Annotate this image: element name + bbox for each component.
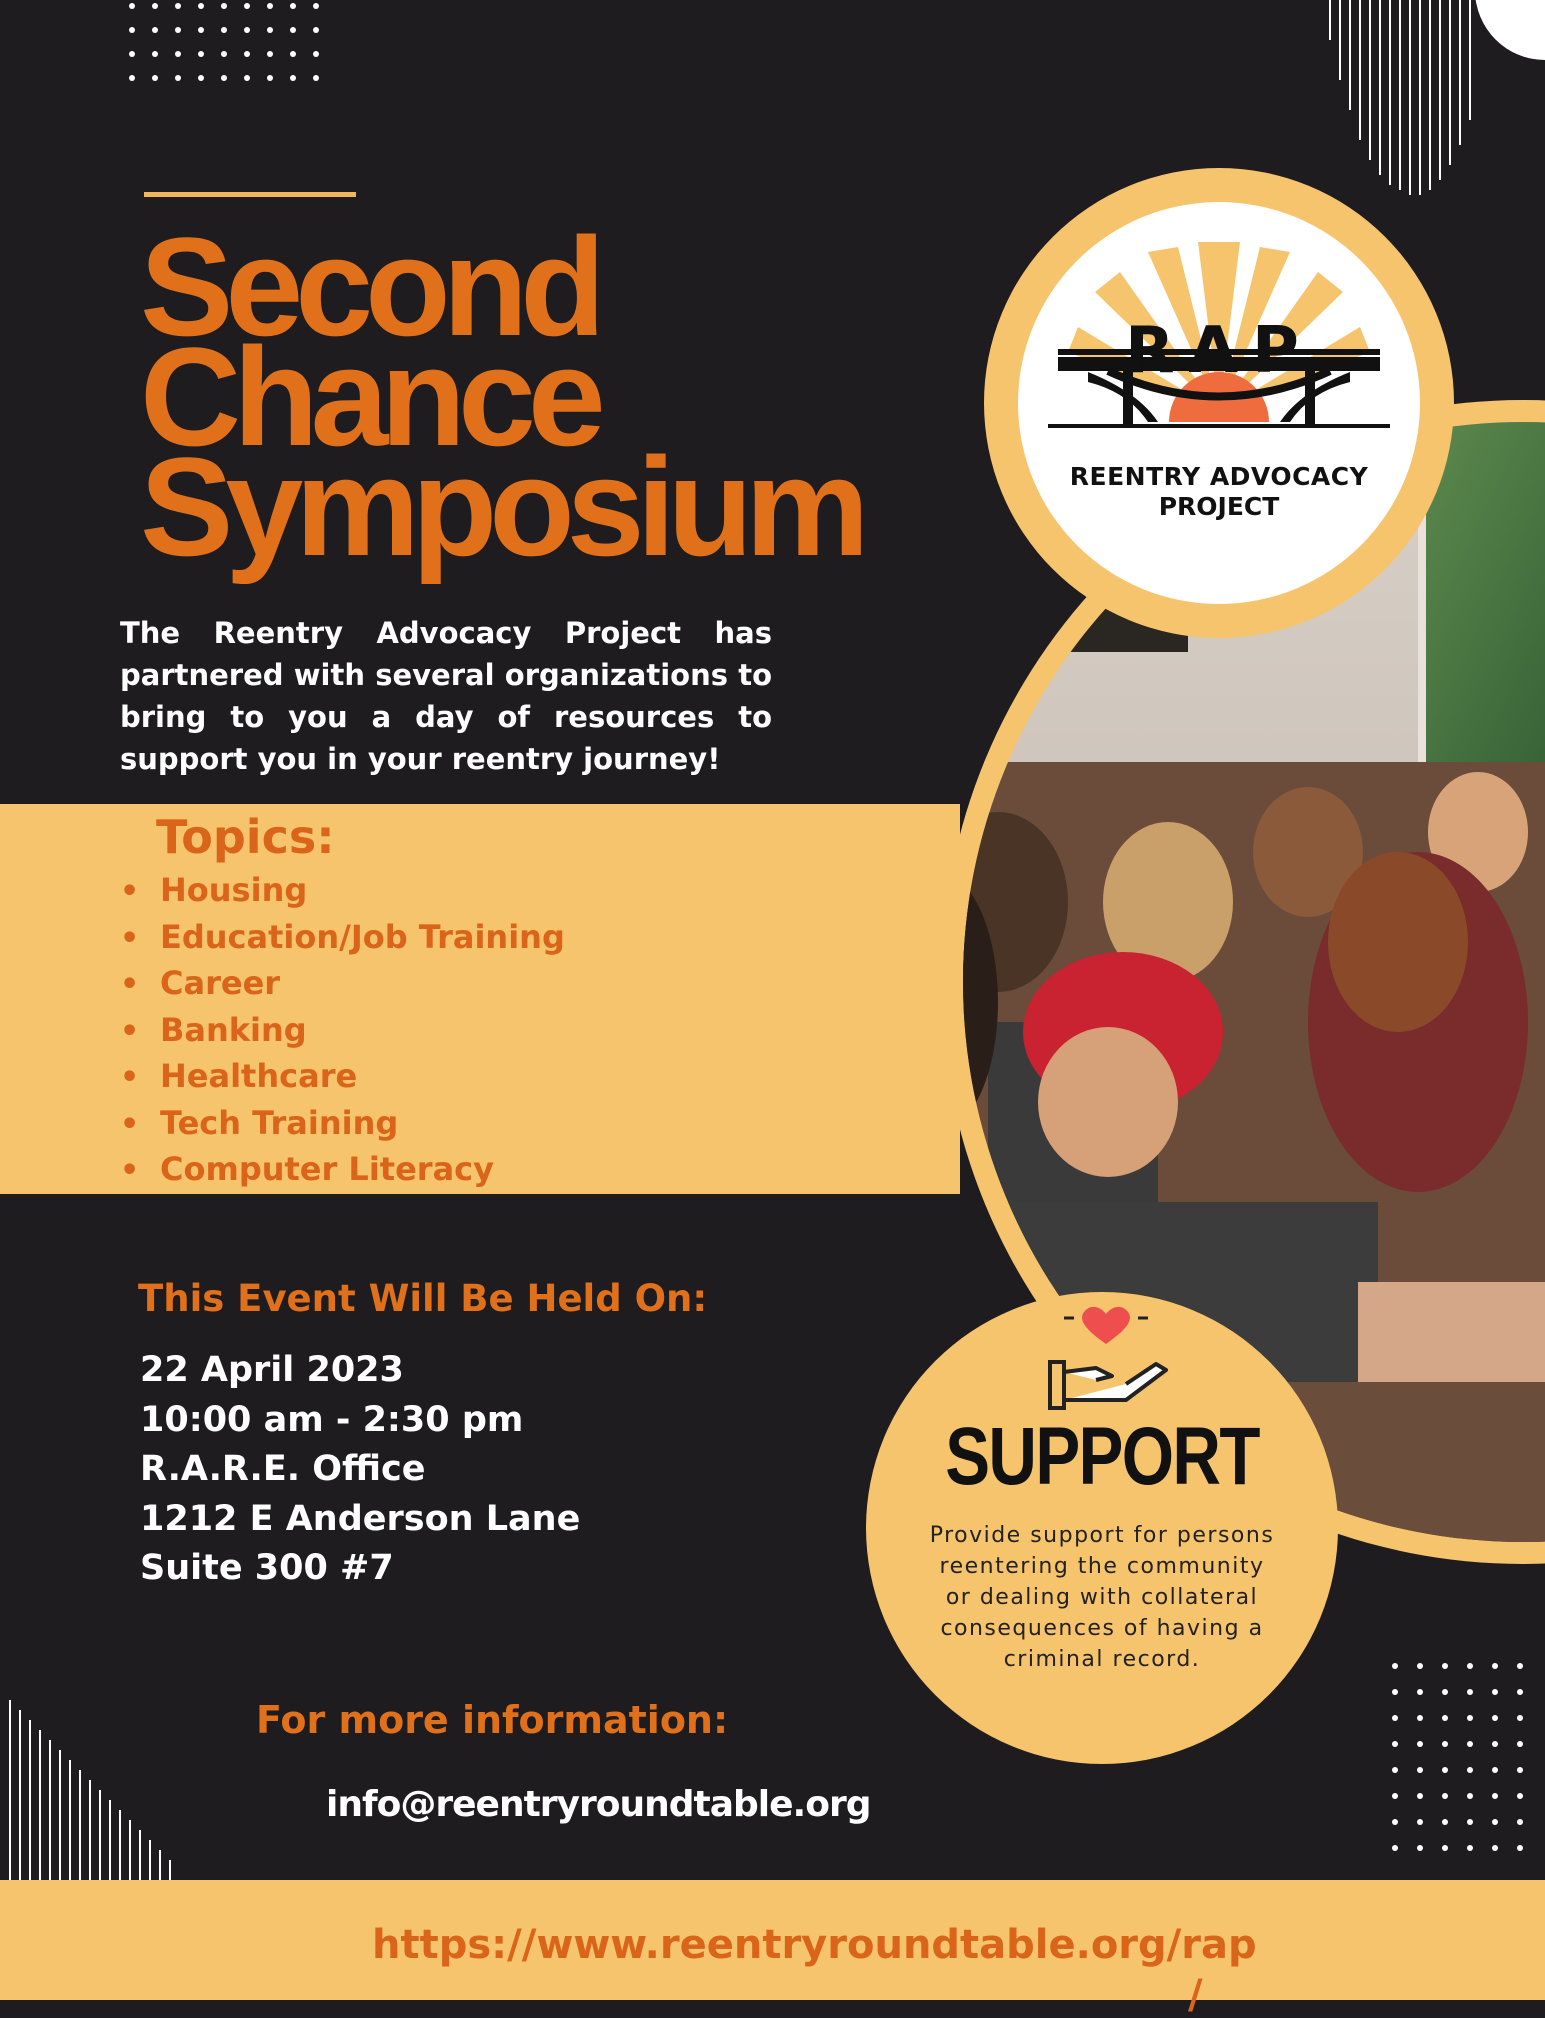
event-venue: R.A.R.E. Office	[140, 1449, 426, 1489]
title-line-3: Symposium	[140, 428, 862, 585]
title-line-2: Chance	[140, 318, 598, 475]
event-date: 22 April 2023	[140, 1350, 404, 1390]
topics-heading: Topics:	[156, 810, 335, 864]
list-item	[120, 1008, 565, 1055]
event-suite: Suite 300 #7	[140, 1548, 394, 1588]
rap-logo	[1018, 202, 1420, 604]
dot-pattern-bottom-right	[1385, 1660, 1545, 1860]
list-item	[120, 868, 565, 915]
contact-email-link[interactable]: info@reentryroundtable.org	[326, 1784, 871, 1825]
intro-paragraph: The Reentry Advocacy Project has partnered with several organizations to bring to you a day of resources to support you in your reentry journey!	[120, 616, 772, 776]
contact-heading: For more information:	[256, 1698, 729, 1742]
stripe-pattern-top-right	[1320, 0, 1545, 200]
topic-label: Housing	[160, 871, 308, 909]
logo-subtitle-line-1: REENTRY ADVOCACY	[1069, 462, 1369, 491]
topic-label: Education/Job Training	[160, 917, 565, 956]
title-line-1: Second	[140, 208, 598, 365]
stripe-pattern-bottom-left	[0, 1700, 200, 1880]
support-title: SUPPORT	[945, 1411, 1259, 1502]
bullet-icon: •	[120, 1013, 140, 1049]
event-heading: This Event Will Be Held On:	[138, 1277, 708, 1320]
list-item	[120, 1101, 565, 1148]
topic-label: Banking	[160, 1010, 307, 1049]
logo-name: RAP	[1125, 314, 1313, 388]
bullet-icon: •	[120, 1060, 140, 1095]
title-accent-line	[144, 192, 356, 197]
website-link[interactable]: https://www.reentryroundtable.org/rap	[372, 1922, 1257, 1968]
list-item	[120, 915, 565, 962]
topic-label: Career	[160, 964, 281, 1002]
page-title	[140, 208, 862, 585]
topic-label: Tech Training	[160, 1103, 399, 1142]
hand-heart-icon	[1016, 1292, 1196, 1412]
dot-pattern-top-left	[120, 0, 340, 90]
website-link-tail[interactable]: /	[1188, 1972, 1203, 2018]
bullet-icon: •	[120, 874, 140, 909]
list-item	[120, 1054, 565, 1101]
support-badge	[866, 1292, 1338, 1764]
support-text: Provide support for persons reentering the community or dealing with collateral consequences of having a criminal record.	[929, 1523, 1275, 1672]
event-details	[140, 1346, 580, 1594]
logo-subtitle-line-2: PROJECT	[1158, 492, 1280, 521]
list-item	[120, 961, 565, 1008]
topics-list	[120, 868, 565, 1194]
bullet-icon: •	[120, 920, 140, 956]
topic-label: Healthcare	[160, 1057, 358, 1095]
event-street: 1212 E Anderson Lane	[140, 1498, 581, 1539]
event-time: 10:00 am - 2:30 pm	[140, 1399, 524, 1440]
list-item	[120, 1147, 565, 1194]
topic-label: Computer Literacy	[160, 1150, 494, 1188]
bullet-icon: •	[120, 967, 140, 1002]
bullet-icon: •	[120, 1153, 140, 1188]
bullet-icon: •	[120, 1106, 140, 1142]
